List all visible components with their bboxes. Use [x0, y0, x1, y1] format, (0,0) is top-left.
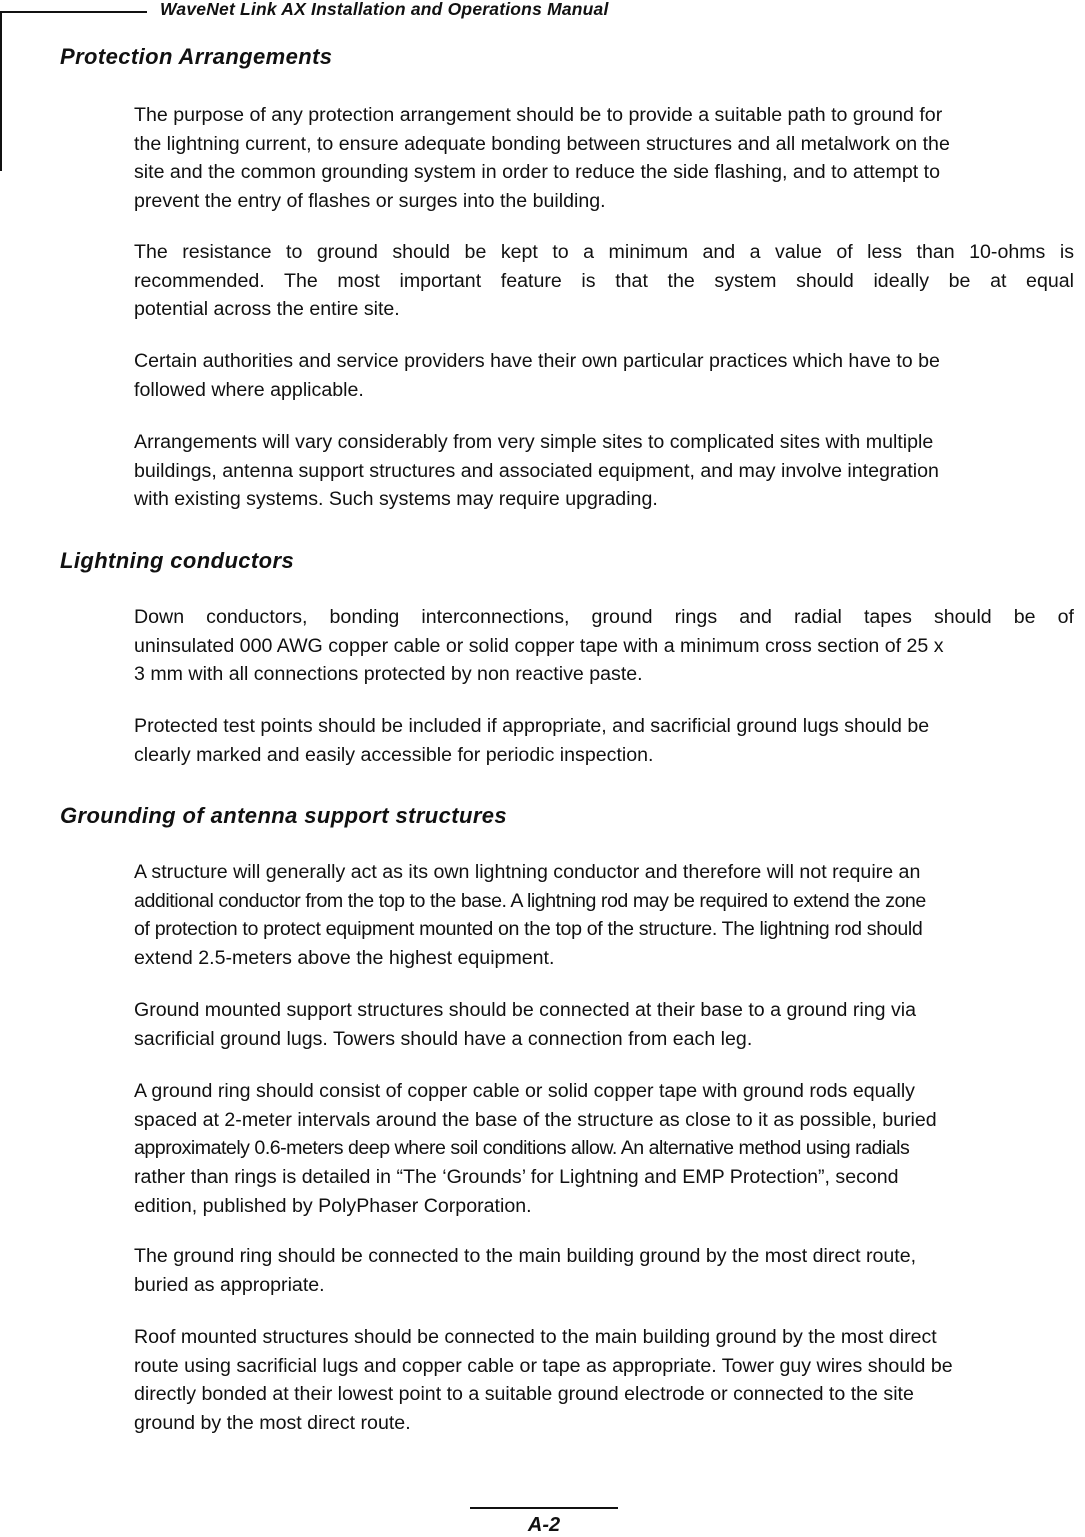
paragraph-line: 3 mm with all connections protected by non reactive paste.: [134, 663, 643, 686]
paragraph: [134, 347, 1074, 404]
paragraph-line: site and the common grounding system in order to reduce the side flashing, and to attempt to: [134, 161, 940, 184]
paragraph-line: of protection to protect equipment mounted on the top of the structure. The lightning rod should: [134, 918, 923, 941]
paragraph: [134, 996, 1074, 1053]
paragraph-line: the lightning current, to ensure adequate bonding between structures and all metalwork on the: [134, 132, 950, 155]
paragraph-line: A ground ring should consist of copper cable or solid copper tape with ground rods equally: [134, 1080, 915, 1102]
paragraph-line: spaced at 2-meter intervals around the base of the structure as close to it as possible, buried: [134, 1108, 937, 1131]
paragraph-line: rather than rings is detailed in “The ‘Grounds’ for Lightning and EMP Protection”, second: [134, 1166, 899, 1189]
paragraph-line: A structure will generally act as its own lightning conductor and therefore will not require an: [134, 861, 921, 883]
paragraph-line: Ground mounted support structures should be connected at their base to a ground ring via: [134, 999, 917, 1021]
paragraph-line: Certain authorities and service providers have their own particular practices which have to be: [134, 350, 940, 372]
paragraph-line: Roof mounted structures should be connected to the main building ground by the most direct: [134, 1326, 937, 1348]
paragraph-line: clearly marked and easily accessible for periodic inspection.: [134, 743, 654, 766]
running-header-title: WaveNet Link AX Installation and Operations Manual: [160, 0, 609, 19]
paragraph: [134, 428, 1074, 514]
paragraph-line: The resistance to ground should be kept to a minimum and a value of less than 10-ohms is: [134, 241, 1074, 263]
page-number: A-2: [527, 1514, 561, 1536]
paragraph-line: extend 2.5-meters above the highest equipment.: [134, 947, 555, 970]
paragraph: [134, 1077, 1074, 1221]
paragraph: [134, 1242, 1074, 1299]
paragraph-line: buildings, antenna support structures and associated equipment, and may involve integration: [134, 459, 939, 482]
paragraph-line: route using sacrificial lugs and copper cable or tape as appropriate. Tower guy wires should be: [134, 1354, 953, 1377]
section-heading-lightning-conductors: Lightning conductors: [60, 548, 295, 573]
header-frame-top-rule: [0, 11, 147, 13]
paragraph-line: with existing systems. Such systems may require upgrading.: [134, 488, 658, 511]
header-frame-left-rule: [0, 11, 2, 171]
paragraph-line: The purpose of any protection arrangement should be to provide a suitable path to ground for: [134, 104, 943, 126]
footer-rule: [470, 1507, 618, 1509]
paragraph-line: followed where applicable.: [134, 378, 364, 401]
paragraph: [134, 858, 1074, 973]
paragraph-line: Down conductors, bonding interconnections, ground rings and radial tapes should be of: [134, 606, 1074, 628]
paragraph-line: sacrificial ground lugs. Towers should have a connection from each leg.: [134, 1027, 753, 1050]
paragraph: [134, 238, 1074, 324]
paragraph-line: The ground ring should be connected to the main building ground by the most direct route,: [134, 1245, 917, 1267]
paragraph: [134, 101, 1074, 216]
paragraph-line: recommended. The most important feature is that the system should ideally be at equal: [134, 269, 1074, 292]
paragraph-line: approximately 0.6-meters deep where soil conditions allow. An alternative method using radials: [134, 1137, 910, 1160]
section-heading-grounding-of-antenna-support-structures: Grounding of antenna support structures: [60, 803, 508, 828]
paragraph-line: prevent the entry of flashes or surges into the building.: [134, 190, 606, 213]
paragraph-line: directly bonded at their lowest point to a suitable ground electrode or connected to the site: [134, 1383, 914, 1406]
paragraph-line: ground by the most direct route.: [134, 1412, 411, 1435]
paragraph-line: Protected test points should be included if appropriate, and sacrificial ground lugs should be: [134, 715, 930, 737]
paragraph: [134, 603, 1074, 689]
paragraph-line: additional conductor from the top to the base. A lightning rod may be required to extend the zone: [134, 889, 926, 912]
paragraph-line: buried as appropriate.: [134, 1273, 325, 1296]
paragraph: [134, 712, 1074, 769]
section-heading-protection-arrangements: Protection Arrangements: [60, 44, 333, 69]
paragraph: [134, 1323, 1074, 1438]
paragraph-line: uninsulated 000 AWG copper cable or solid copper tape with a minimum cross section of 25 x: [134, 634, 944, 657]
paragraph-line: Arrangements will vary considerably from very simple sites to complicated sites with multiple: [134, 431, 934, 453]
paragraph-line: potential across the entire site.: [134, 298, 400, 321]
paragraph-line: edition, published by PolyPhaser Corporation.: [134, 1194, 532, 1217]
